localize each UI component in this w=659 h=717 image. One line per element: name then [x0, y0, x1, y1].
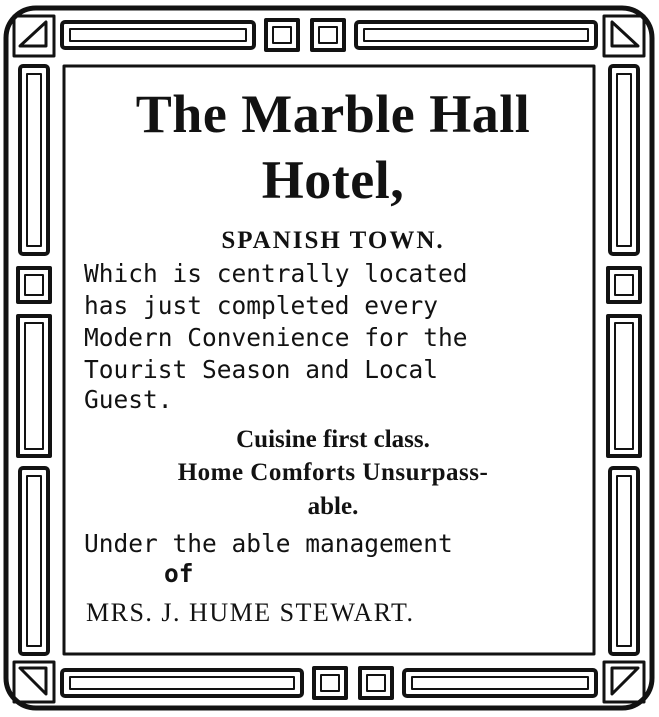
description-line: Tourist Season and Local	[84, 355, 439, 384]
management-line-2: of	[164, 559, 194, 588]
corner-ornament-top-right	[604, 16, 644, 56]
hotel-name-line-2: Hotel,	[261, 150, 405, 210]
comforts-line-2: able.	[307, 493, 359, 520]
description-line: Guest.	[84, 385, 173, 414]
corner-ornament-bottom-right	[604, 662, 644, 702]
corner-ornament-top-left	[14, 16, 54, 56]
advertisement-body	[78, 78, 588, 638]
manager-name: MRS. J. HUME STEWART.	[86, 598, 415, 627]
description-line: has just completed every	[84, 291, 439, 320]
corner-ornament-bottom-left	[14, 662, 54, 702]
comforts-line-1: Home Comforts Unsurpass-	[177, 459, 489, 486]
management-line-1: Under the able management	[84, 529, 453, 558]
location-heading: SPANISH TOWN.	[221, 227, 445, 254]
hotel-name-line-1: The Marble Hall	[135, 84, 531, 144]
description-line: Which is centrally located	[84, 259, 468, 288]
description-line: Modern Convenience for the	[84, 323, 468, 352]
cuisine-line: Cuisine first class.	[236, 426, 430, 453]
